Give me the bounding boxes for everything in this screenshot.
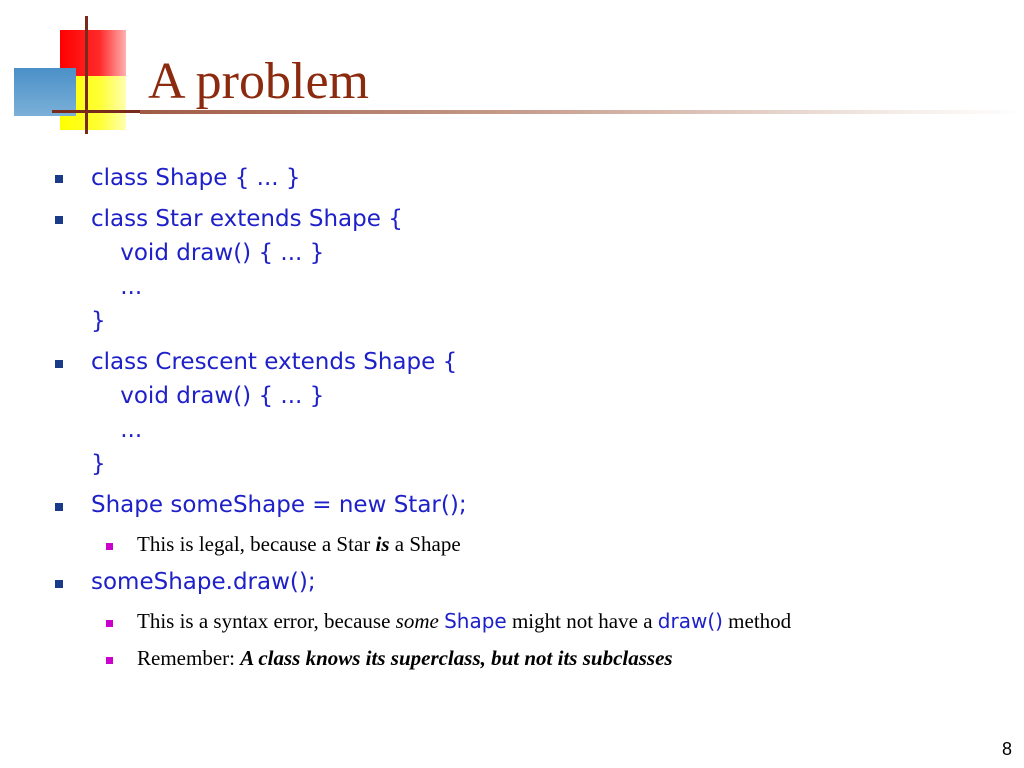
subbullet-syntax-error xyxy=(137,607,791,635)
code-line: void draw() { ... } xyxy=(91,383,325,409)
bullet-code-crescent xyxy=(91,345,457,481)
subbullet-text: might not have a xyxy=(506,609,658,633)
code-line: ... xyxy=(91,274,143,300)
subbullet-text: a Shape xyxy=(389,532,461,556)
subbullet-marker xyxy=(106,543,113,550)
subbullet-remember xyxy=(137,644,673,672)
subbullet-legal xyxy=(137,530,461,558)
code-line: } xyxy=(91,451,106,477)
code-line: class Star extends Shape { xyxy=(91,206,403,232)
bullet-marker xyxy=(55,580,63,588)
code-line: ... xyxy=(91,417,143,443)
subbullet-marker xyxy=(106,657,113,664)
bullet-code-draw-call xyxy=(91,565,316,599)
code-line: Shape someShape = new Star(); xyxy=(91,492,467,518)
bullet-marker xyxy=(55,503,63,511)
subbullet-text: method xyxy=(722,609,792,633)
inline-code: draw() xyxy=(657,609,723,633)
subbullet-text: Remember: xyxy=(137,646,241,670)
subbullet-emphasis: some xyxy=(395,609,439,633)
code-line: someShape.draw(); xyxy=(91,569,316,595)
bullet-marker xyxy=(55,175,63,183)
bullet-marker xyxy=(55,216,63,224)
subbullet-text: This is legal, because a Star xyxy=(137,532,376,556)
bullet-code-star xyxy=(91,202,403,338)
code-line: class Shape { ... } xyxy=(91,165,301,191)
code-line: void draw() { ... } xyxy=(91,240,325,266)
bullet-marker xyxy=(55,360,63,368)
slide-title: A problem xyxy=(148,53,369,110)
inline-code: Shape xyxy=(444,609,507,633)
subbullet-text: This is a syntax error, because xyxy=(137,609,396,633)
bullet-code-shape xyxy=(91,161,301,195)
code-line: } xyxy=(91,308,106,334)
subbullet-emphasis: A class knows its superclass, but not its subclasses xyxy=(240,646,673,670)
code-line: class Crescent extends Shape { xyxy=(91,349,458,375)
page-number: 8 xyxy=(1001,739,1012,759)
subbullet-marker xyxy=(106,620,113,627)
bullet-code-someshape xyxy=(91,488,467,522)
subbullet-emphasis: is xyxy=(375,532,390,556)
